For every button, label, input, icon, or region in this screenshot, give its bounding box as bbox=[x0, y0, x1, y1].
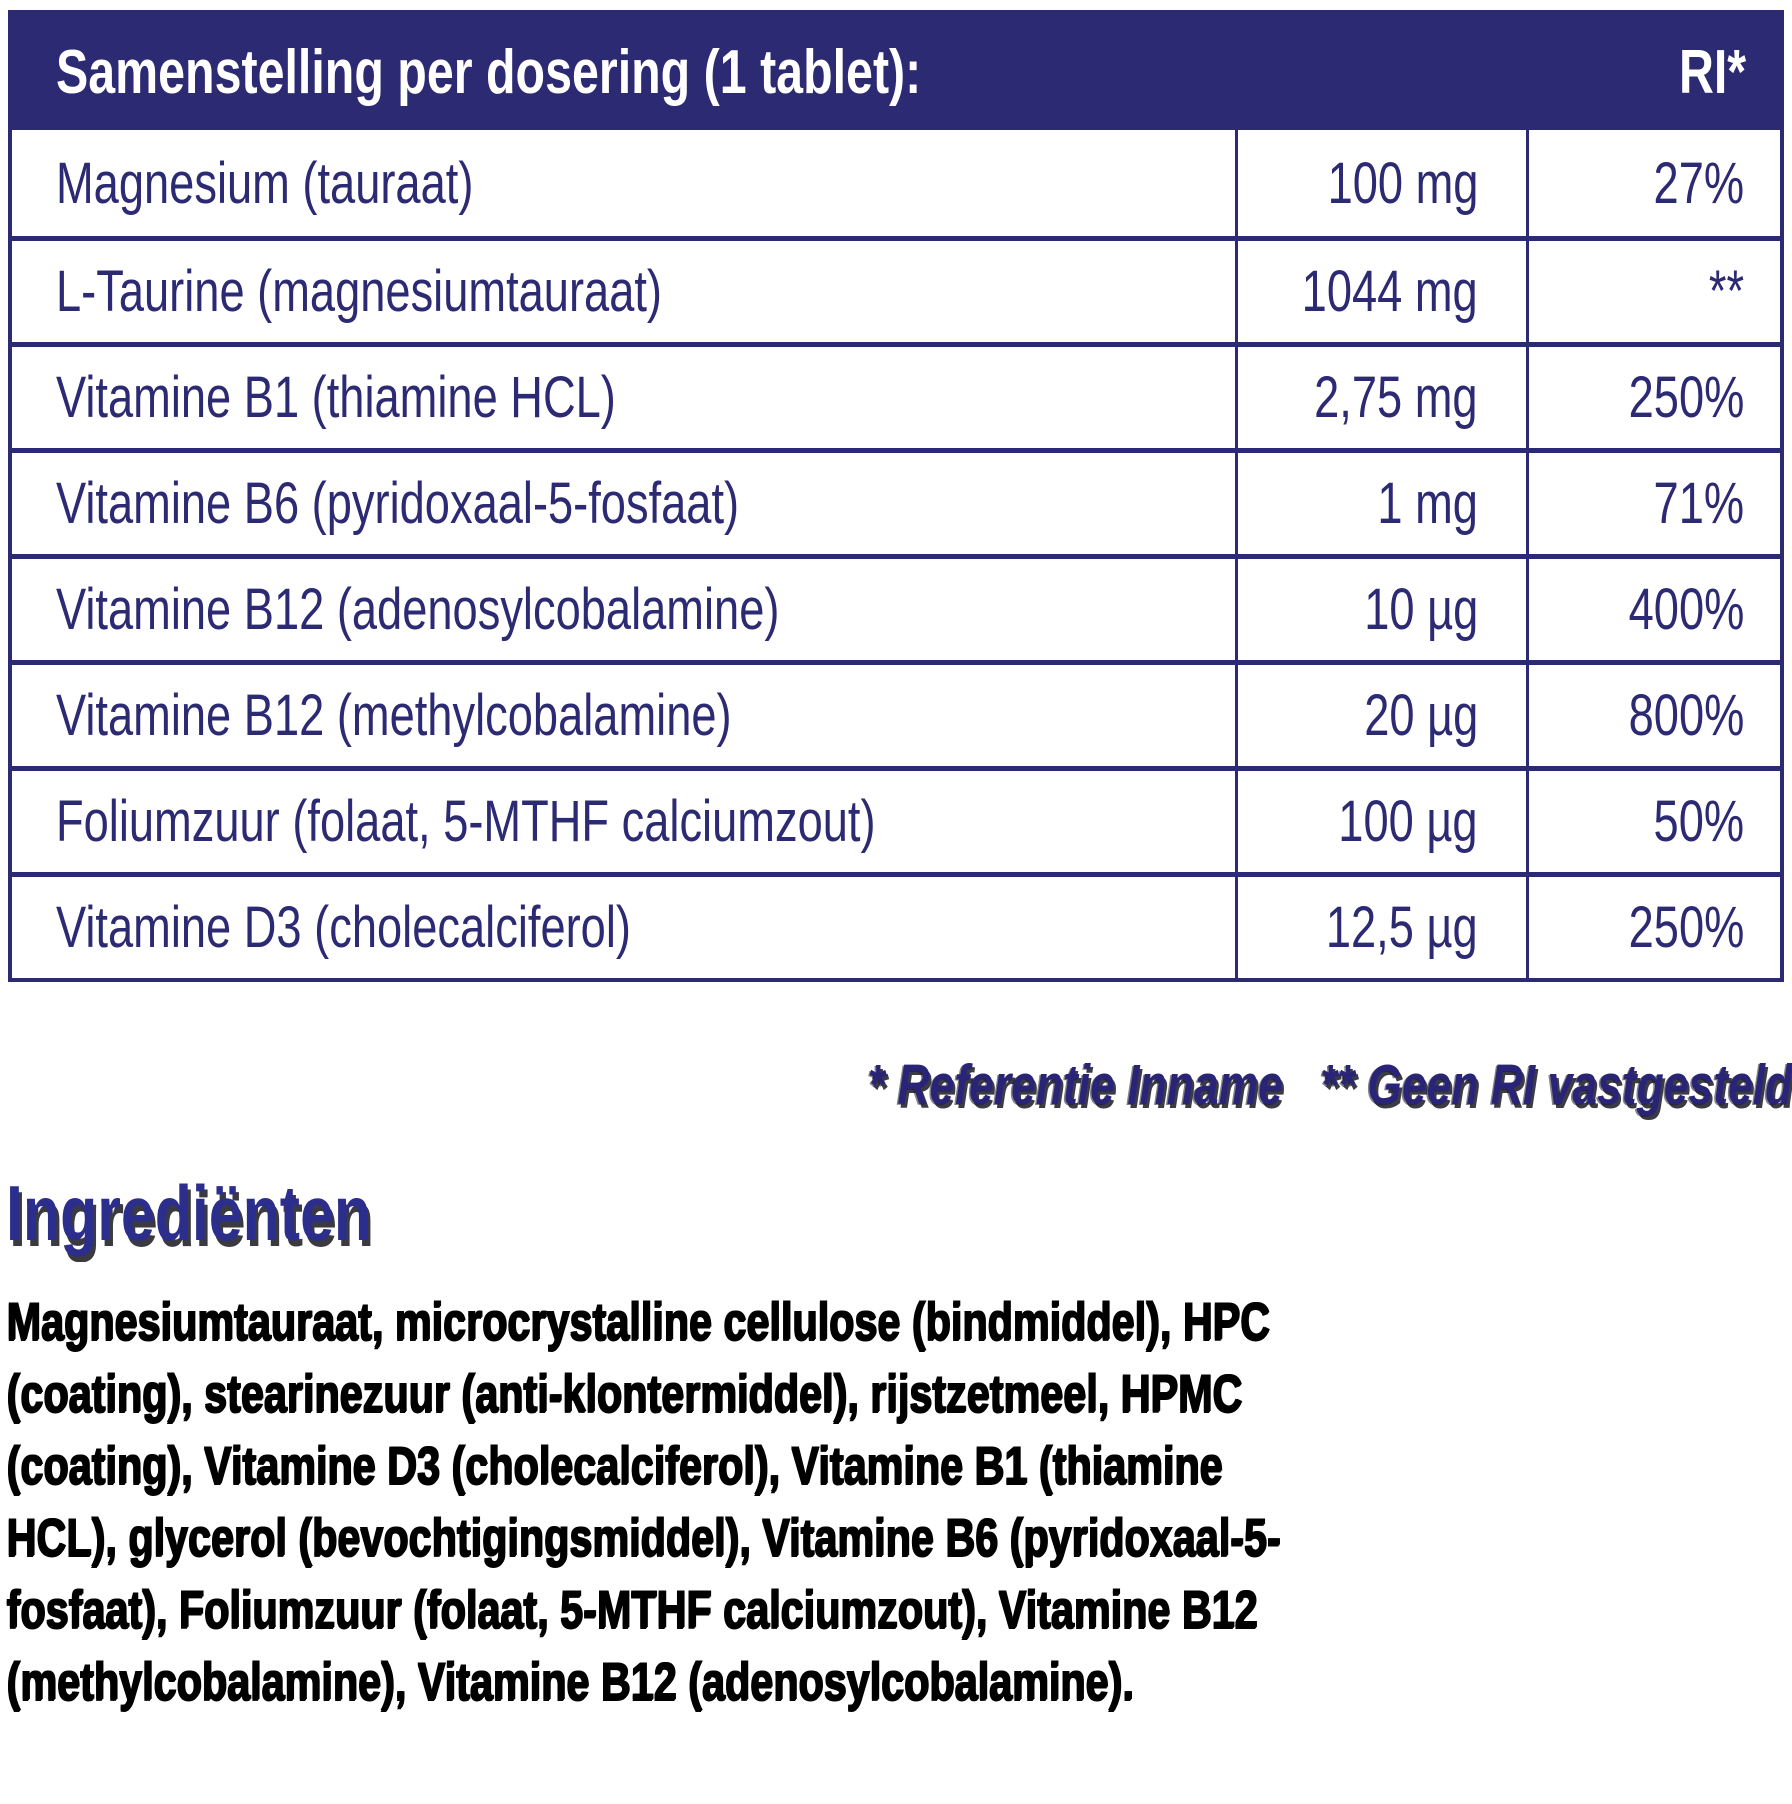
nutrient-ri: 50% bbox=[1653, 789, 1744, 854]
nutrient-ri-cell bbox=[1526, 241, 1780, 342]
nutrient-ri-cell bbox=[1526, 665, 1780, 766]
ingredient-line: (coating), Vitamine D3 (cholecalciferol), Vitamine B1 (thiamine bbox=[6, 1436, 1223, 1495]
nutrient-name: Vitamine B12 (adenosylcobalamine) bbox=[56, 577, 780, 642]
table-row bbox=[12, 554, 1780, 660]
nutrient-amount: 100 mg bbox=[1327, 150, 1478, 216]
ingredient-line: (methylcobalamine), Vitamine B12 (adenosylcobalamine). bbox=[6, 1652, 1134, 1711]
nutrient-amount: 10 µg bbox=[1363, 577, 1478, 642]
table-title: Samenstelling per dosering (1 tablet): bbox=[56, 37, 922, 107]
table-row bbox=[12, 660, 1780, 766]
nutrient-name-cell bbox=[12, 130, 1235, 236]
nutrient-name-cell bbox=[12, 347, 1235, 448]
nutrient-ri: 71% bbox=[1653, 471, 1744, 536]
nutrient-amount-cell bbox=[1235, 453, 1526, 554]
nutrient-name: Vitamine B6 (pyridoxaal-5-fosfaat) bbox=[56, 471, 740, 536]
nutrient-name: Vitamine B1 (thiamine HCL) bbox=[56, 365, 616, 430]
nutrient-amount: 1044 mg bbox=[1301, 259, 1478, 324]
nutrient-name-cell bbox=[12, 453, 1235, 554]
nutrient-amount: 12,5 µg bbox=[1326, 895, 1478, 960]
nutrient-amount-cell bbox=[1235, 559, 1526, 660]
table-row bbox=[12, 448, 1780, 554]
composition-table bbox=[8, 10, 1784, 982]
table-header bbox=[12, 14, 1780, 130]
ingredient-line: HCL), glycerol (bevochtigingsmiddel), Vitamine B6 (pyridoxaal-5- bbox=[6, 1508, 1281, 1567]
nutrient-name: Vitamine D3 (cholecalciferol) bbox=[56, 895, 631, 960]
table-row bbox=[12, 130, 1780, 236]
nutrient-amount-cell bbox=[1235, 771, 1526, 872]
nutrient-name-cell bbox=[12, 665, 1235, 766]
nutrient-amount-cell bbox=[1235, 665, 1526, 766]
ingredients-heading: Ingrediënten bbox=[6, 1169, 372, 1257]
nutrient-ri-cell bbox=[1526, 453, 1780, 554]
nutrient-name-cell bbox=[12, 877, 1235, 978]
nutrient-ri: 250% bbox=[1628, 365, 1744, 430]
nutrient-ri: ** bbox=[1708, 259, 1744, 324]
nutrient-ri-cell bbox=[1526, 877, 1780, 978]
nutrient-ri-cell bbox=[1526, 130, 1780, 236]
nutrient-ri-cell bbox=[1526, 559, 1780, 660]
table-row bbox=[12, 342, 1780, 448]
nutrient-amount-cell bbox=[1235, 241, 1526, 342]
table-row bbox=[12, 766, 1780, 872]
table-row bbox=[12, 872, 1780, 978]
nutrient-amount-cell bbox=[1235, 347, 1526, 448]
nutrient-ri: 800% bbox=[1628, 683, 1744, 748]
nutrient-amount: 2,75 mg bbox=[1314, 365, 1478, 430]
footnote-no-ri: ** Geen RI vastgesteld bbox=[1320, 1053, 1792, 1117]
nutrient-ri-cell bbox=[1526, 347, 1780, 448]
nutrient-name: Vitamine B12 (methylcobalamine) bbox=[56, 683, 732, 748]
nutrient-ri: 400% bbox=[1628, 577, 1744, 642]
ingredient-line: (coating), stearinezuur (anti-klontermiddel), rijstzetmeel, HPMC bbox=[6, 1364, 1242, 1423]
nutrient-name-cell bbox=[12, 241, 1235, 342]
nutrient-name: L-Taurine (magnesiumtauraat) bbox=[56, 259, 662, 324]
nutrient-amount: 1 mg bbox=[1377, 471, 1478, 536]
nutrient-ri-cell bbox=[1526, 771, 1780, 872]
nutrient-amount: 100 µg bbox=[1338, 789, 1478, 854]
ingredient-line: fosfaat), Foliumzuur (folaat, 5-MTHF calciumzout), Vitamine B12 bbox=[6, 1580, 1258, 1639]
ingredients-paragraph bbox=[6, 1286, 1786, 1718]
nutrient-ri: 250% bbox=[1628, 895, 1744, 960]
footnote bbox=[867, 1052, 1792, 1118]
nutrient-ri: 27% bbox=[1653, 150, 1744, 216]
footnote-reference-intake: * Referentie Inname bbox=[867, 1053, 1283, 1117]
nutrient-amount-cell bbox=[1235, 130, 1526, 236]
nutrient-name-cell bbox=[12, 771, 1235, 872]
ingredient-line: Magnesiumtauraat, microcrystalline cellulose (bindmiddel), HPC bbox=[6, 1292, 1270, 1351]
nutrient-name: Foliumzuur (folaat, 5-MTHF calciumzout) bbox=[56, 789, 876, 854]
table-row bbox=[12, 236, 1780, 342]
nutrient-amount: 20 µg bbox=[1363, 683, 1478, 748]
ri-column-header: RI* bbox=[1678, 37, 1746, 107]
nutrient-name-cell bbox=[12, 559, 1235, 660]
nutrient-name: Magnesium (tauraat) bbox=[56, 150, 474, 216]
nutrient-amount-cell bbox=[1235, 877, 1526, 978]
